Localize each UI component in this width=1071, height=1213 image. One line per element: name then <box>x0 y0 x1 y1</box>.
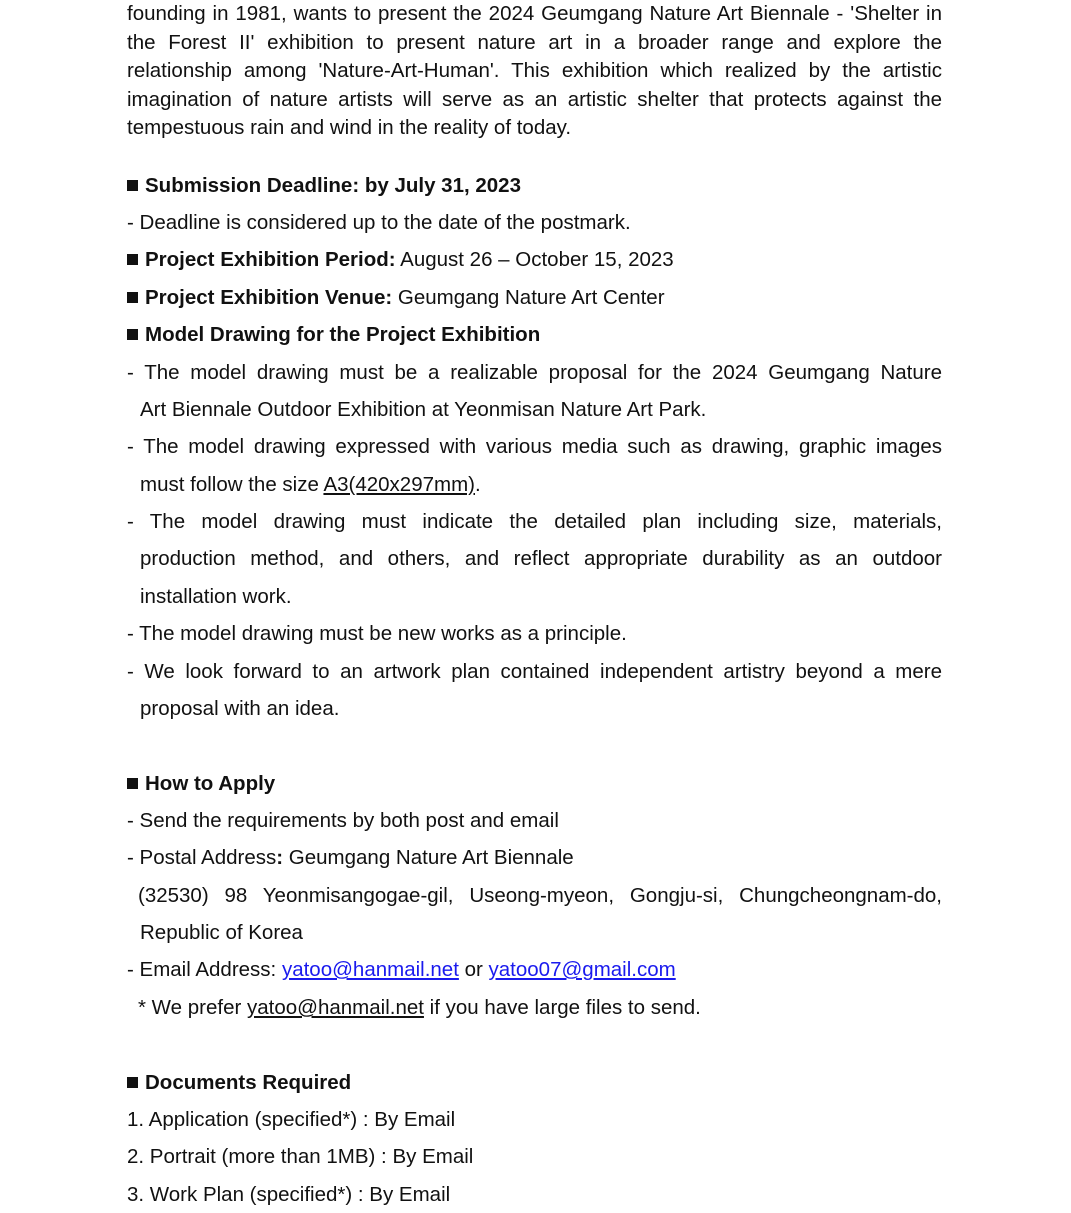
deadline-note: - Deadline is considered up to the date of the postmark. <box>127 211 631 234</box>
intro-paragraph: founding in 1981, wants to present the 2024 Geumgang Nature Art Biennale - 'Shelter in the Forest II' exhibition to present nature art in a broader range and explore the relationship among 'Nature-Art-Human'. This exhibition which realized by the artistic imagination of nature artists will serve as an artistic shelter that protects against the tempestuous rain and wind in the reality of today. <box>127 2 942 139</box>
document-item: 3. Work Plan (specified*) : By Email <box>127 1183 451 1206</box>
bullet-square-icon <box>127 778 138 789</box>
model-item-1-line-2: Art Biennale Outdoor Exhibition at Yeonmisan Nature Art Park. <box>140 398 707 421</box>
exhibition-period: Project Exhibition Period: August 26 – October 15, 2023 <box>127 247 942 273</box>
model-item-3-line-3: installation work. <box>140 585 292 608</box>
document-item: 2. Portrait (more than 1MB) : By Email <box>127 1145 474 1168</box>
size-spec: A3(420x297mm) <box>323 473 475 496</box>
how-to-apply-heading: How to Apply <box>127 771 942 797</box>
model-item-5-line-2: proposal with an idea. <box>140 697 340 720</box>
email-link-hanmail[interactable]: yatoo@hanmail.net <box>281 958 459 981</box>
documents-required-heading: Documents Required <box>127 1070 942 1096</box>
bullet-square-icon <box>127 1077 138 1088</box>
model-item-5-line-1: - We look forward to an artwork plan contained independent artistry beyond a mere <box>127 660 942 683</box>
bullet-square-icon <box>127 329 138 340</box>
model-drawing-heading: Model Drawing for the Project Exhibition <box>127 322 942 348</box>
address-line-2: Republic of Korea <box>140 921 303 944</box>
exhibition-venue: Project Exhibition Venue: Geumgang Nature Art Center <box>127 285 942 311</box>
bullet-square-icon <box>127 292 138 303</box>
model-item-1-line-1: - The model drawing must be a realizable proposal for the 2024 Geumgang Nature <box>127 361 942 384</box>
preferred-email: yatoo@hanmail.net <box>247 996 424 1019</box>
bullet-square-icon <box>127 180 138 191</box>
apply-send: - Send the requirements by both post and email <box>127 809 559 832</box>
model-item-2-line-2: must follow the size A3(420x297mm). <box>140 473 481 496</box>
document-item: 1. Application (specified*) : By Email <box>127 1108 456 1131</box>
deadline-heading: Submission Deadline: by July 31, 2023 <box>127 173 942 199</box>
email-preference-note: * We prefer yatoo@hanmail.net if you have large files to send. <box>138 996 701 1019</box>
bullet-square-icon <box>127 254 138 265</box>
email-link-gmail[interactable]: yatoo07@gmail.com <box>488 958 676 981</box>
address-line-1: (32530) 98 Yeonmisangogae-gil, Useong-myeon, Gongju-si, Chungcheongnam-do, <box>138 884 942 907</box>
model-item-3-line-1: - The model drawing must indicate the detailed plan including size, materials, <box>127 510 942 533</box>
model-item-4: - The model drawing must be new works as a principle. <box>127 622 627 645</box>
model-item-3-line-2: production method, and others, and reflect appropriate durability as an outdoor <box>140 547 942 570</box>
model-item-2-line-1: - The model drawing expressed with various media such as drawing, graphic images <box>127 435 942 458</box>
email-address: - Email Address: yatoo@hanmail.net or yatoo07@gmail.com <box>127 958 676 981</box>
postal-address: - Postal Address: Geumgang Nature Art Biennale <box>127 846 574 869</box>
